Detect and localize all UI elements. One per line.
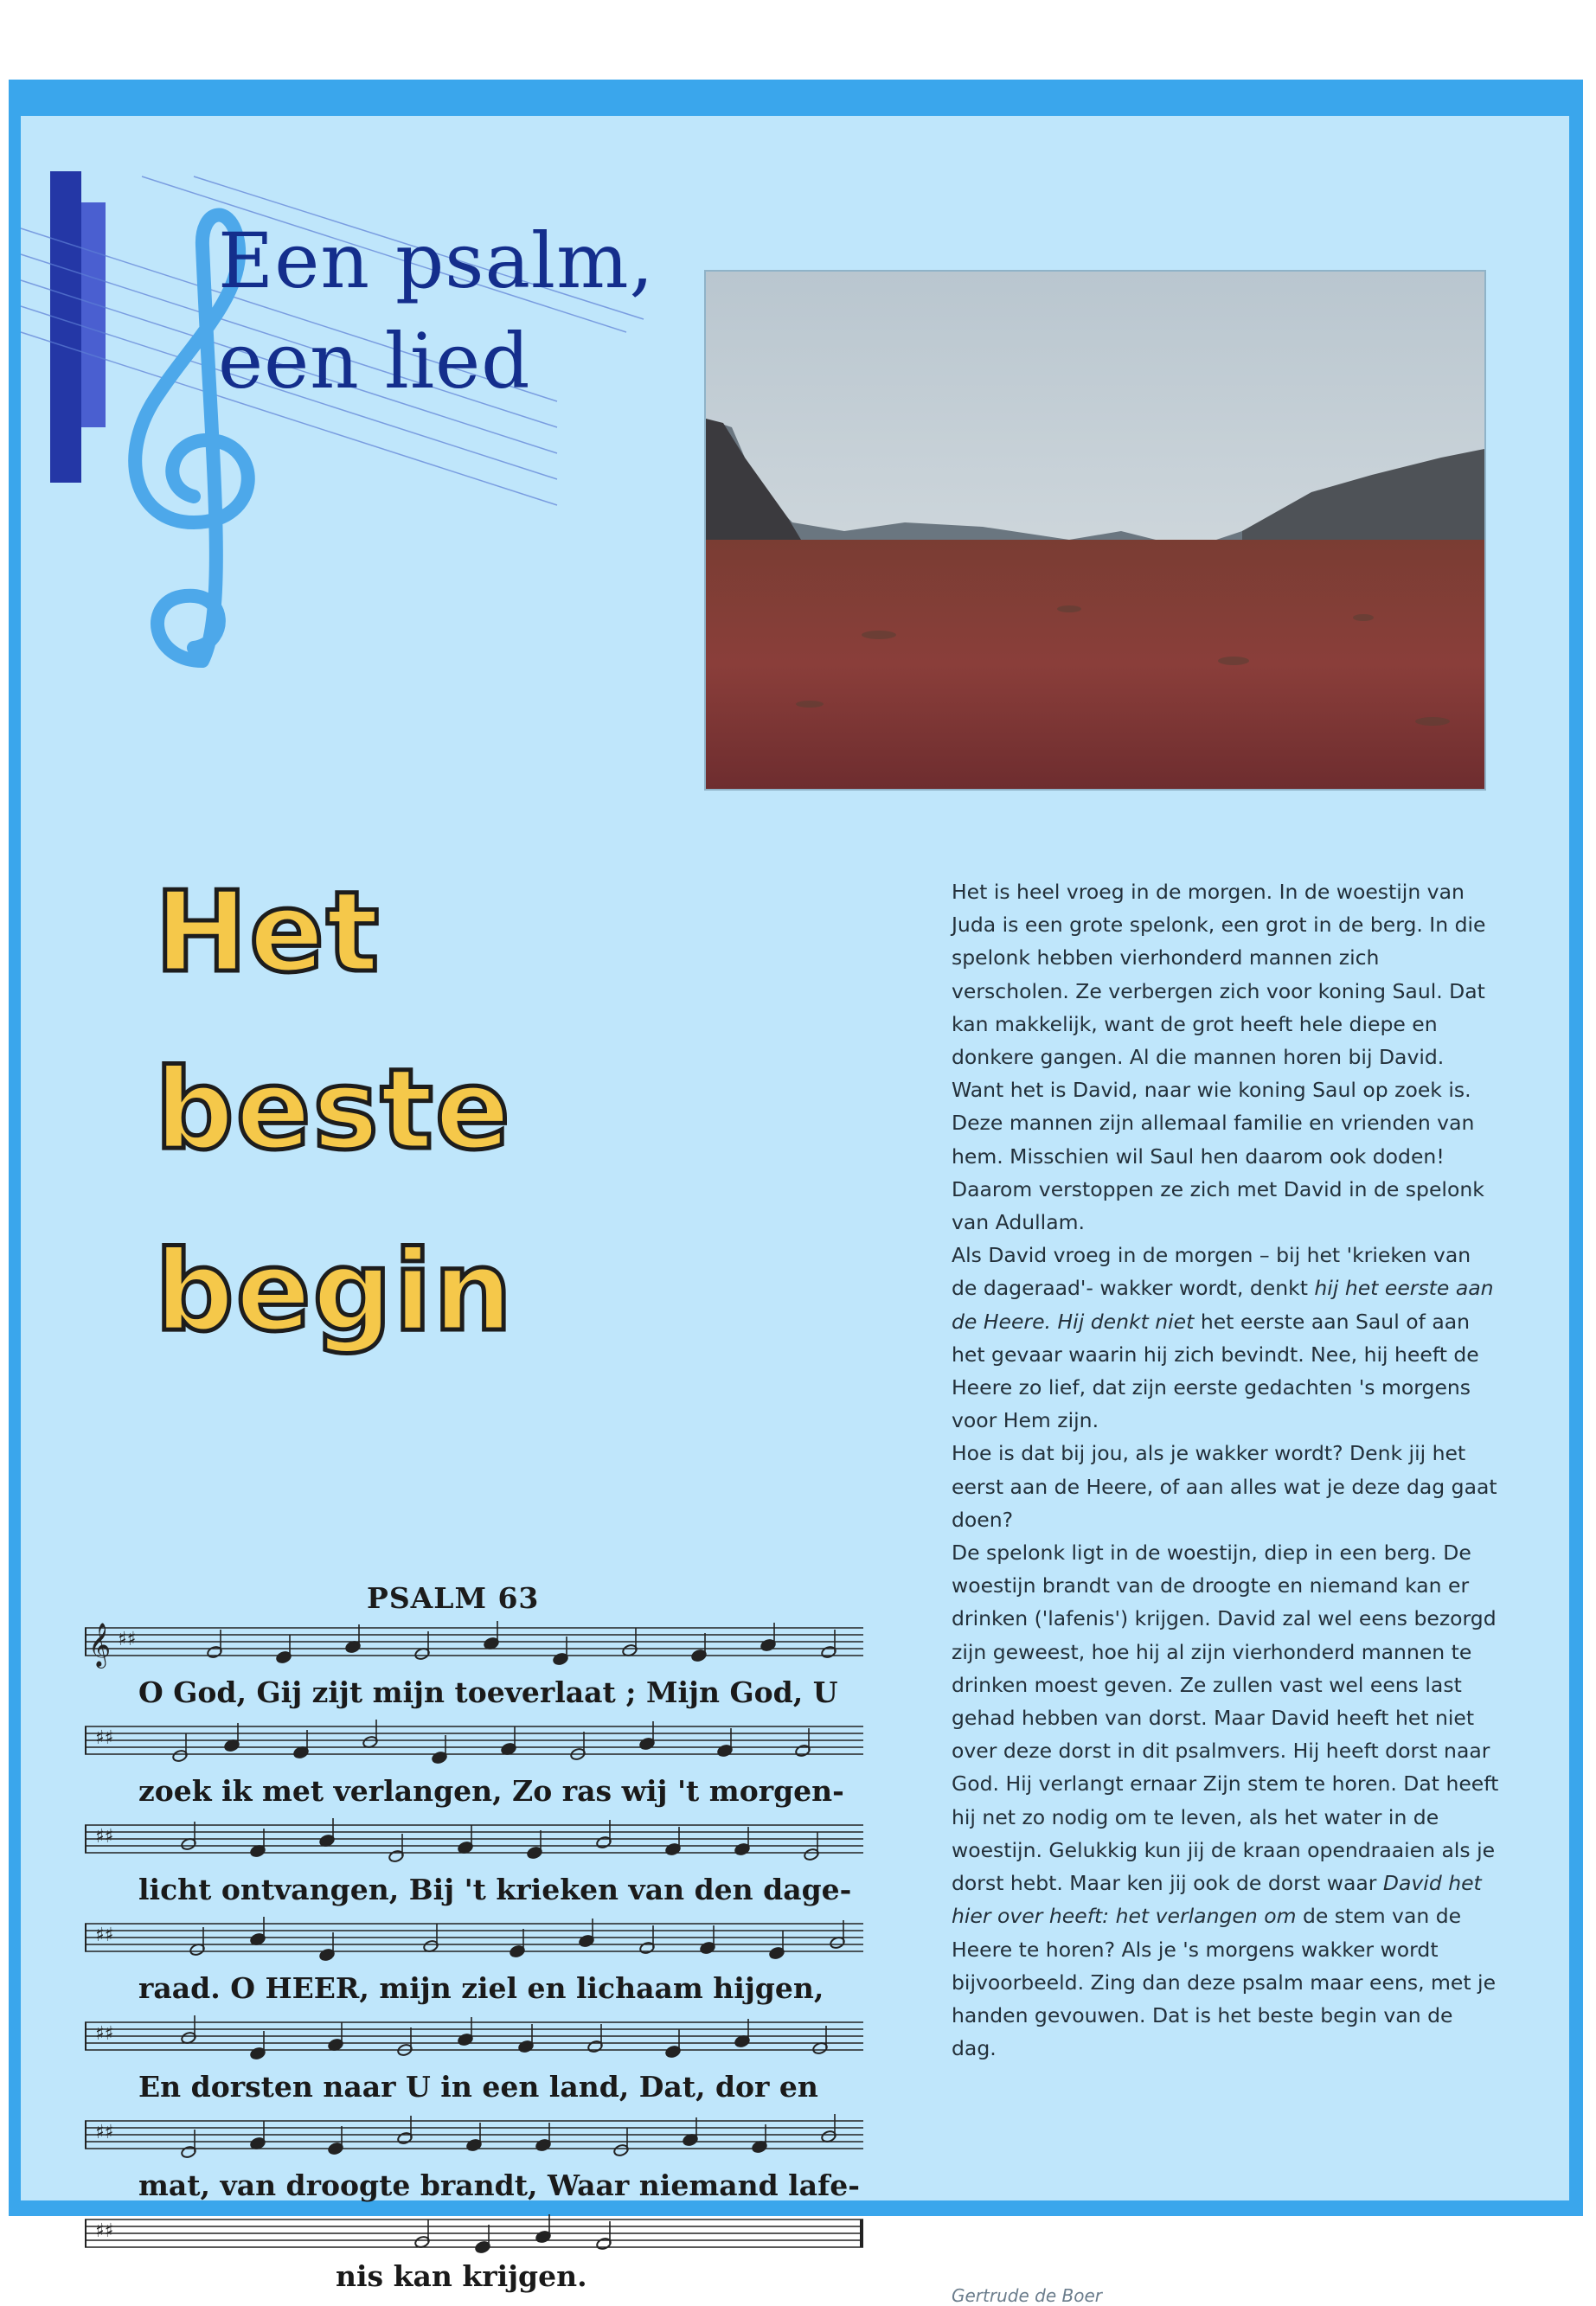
svg-text:♯♯: ♯♯ — [95, 1727, 114, 1749]
svg-text:♯♯: ♯♯ — [95, 2023, 114, 2045]
psalm-lyric-line: En dorsten naar U in een land, Dat, dor en — [138, 2070, 818, 2104]
psalm-lyric-line: licht ontvangen, Bij 't krieken van den dage- — [138, 1873, 852, 1906]
story-paragraph-4 — [952, 1536, 1502, 2065]
svg-text:♯♯: ♯♯ — [118, 1629, 137, 1650]
story-text-run: De spelonk ligt in de woestijn, diep in een berg. De woestijn brandt van de droogte en niemand kan er drinken ('lafenis') krijgen. David zal wel eens bezorgd zijn geweest, hoe hij al zijn vierhonderd mannen te drinken moest geven. Ze zullen vast wel eens last gehad hebben van dorst. Maar David heeft het niet over deze dorst in dit psalmvers. Hij heeft dorst naar God. Hij verlangt ernaar Zijn stem te horen. Dat heeft hij net zo nodig om te leven, als het water in de woestijn. Gelukkig kun jij de kraan opendraaien als je dorst hebt. Maar ken jij ook de dorst waar — [952, 1541, 1499, 1896]
headline-word-3: begin — [155, 1227, 515, 1356]
content-panel — [21, 116, 1569, 2306]
sheet-music — [85, 1619, 881, 2294]
music-staff — [85, 2014, 872, 2062]
story-text-run: het eerste aan Saul of aan het gevaar waarin hij zich bevindt. Nee, hij heeft de Heere zo lief, dat zijn eerste gedachten 's morgens voor Hem zijn. — [952, 1309, 1479, 1433]
svg-text:♯♯: ♯♯ — [95, 1925, 114, 1946]
title-line-2: een lied — [218, 317, 531, 406]
svg-text:♯♯: ♯♯ — [95, 2122, 114, 2143]
music-staff — [85, 1816, 872, 1865]
story-text — [952, 875, 1502, 2065]
psalm-lyric-line: mat, van droogte brandt, Waar niemand lafe- — [138, 2168, 860, 2202]
svg-text:♯♯: ♯♯ — [95, 2220, 114, 2242]
music-staff — [85, 1619, 872, 1668]
music-staff — [85, 1718, 872, 1766]
title-line-1: Een psalm, — [218, 216, 655, 305]
story-emphasis: hij het eerste aan de Heere. Hij denkt niet — [952, 1276, 1494, 1334]
story-paragraph-2 — [952, 1239, 1502, 1437]
psalm-lyric-line: nis kan krijgen. — [336, 2259, 587, 2293]
story-text-run: de stem van de Heere te horen? Als je 's morgens wakker wordt bijvoorbeeld. Zing dan deze psalm maar eens, met je handen gevouwen. Dat is het beste begin van de dag. — [952, 1904, 1497, 2061]
svg-text:♯♯: ♯♯ — [95, 1826, 114, 1848]
story-paragraph-3: Hoe is dat bij jou, als je wakker wordt? Denk jij het eerst aan de Heere, of aan alles wat je deze dag gaat doen? — [952, 1441, 1497, 1532]
music-staff — [85, 2211, 872, 2259]
magazine-page — [9, 80, 1583, 2306]
story-text-run: Als David vroeg in de morgen – bij het 'krieken van de dageraad'- wakker wordt, denkt — [952, 1243, 1471, 1301]
story-paragraph-1: Het is heel vroeg in de morgen. In de woestijn van Juda is een grote spelonk, een grot in de berg. In die spelonk hebben vierhonderd mannen zich verscholen. Ze verbergen zich voor koning Saul. Dat kan makkelijk, want de grot heeft hele diepe en donkere gangen. Al die mannen horen bij David. Want het is David, naar wie koning Saul op zoek is. Deze mannen zijn allemaal familie en vrienden van hem. Misschien wil Saul hen daarom ook doden! Daarom verstoppen ze zich met David in de spelonk van Adullam. — [952, 880, 1486, 1235]
desert-landscape-photo — [704, 270, 1486, 791]
music-staff — [85, 2112, 872, 2161]
psalm-title: PSALM 63 — [367, 1581, 540, 1615]
psalm-lyric-line: raad. O HEER, mijn ziel en lichaam hijgen, — [138, 1971, 824, 2005]
story-emphasis: David het hier over heeft: het verlangen om — [952, 1871, 1482, 1929]
psalm-lyric-line: zoek ik met verlangen, Zo ras wij 't morgen- — [138, 1774, 844, 1808]
psalm-lyric-line: O God, Gij zijt mijn toeverlaat ; Mijn God, U — [138, 1675, 838, 1709]
headline-word-2: beste — [155, 1046, 512, 1175]
page-title — [218, 211, 654, 412]
headline-word-1: Het — [155, 868, 381, 997]
svg-text:𝄞: 𝄞 — [88, 1623, 112, 1667]
music-staff — [85, 1915, 872, 1963]
author-credit: Gertrude de Boer — [952, 2285, 1102, 2306]
